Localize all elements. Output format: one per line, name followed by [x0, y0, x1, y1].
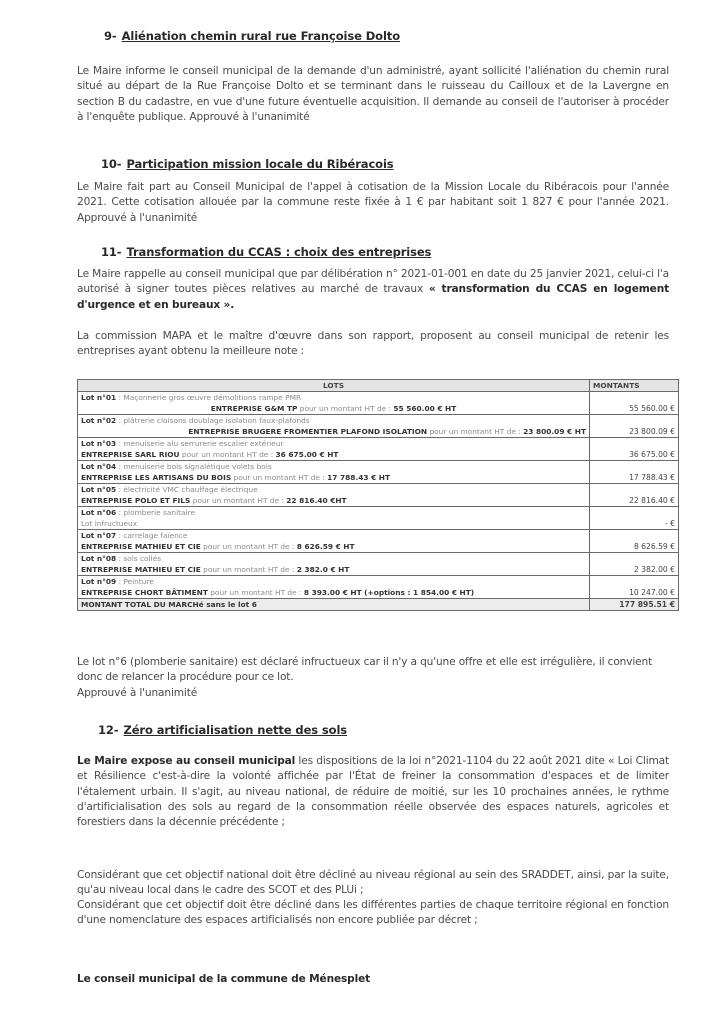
amount-label: pour un montant HT de :	[297, 404, 394, 413]
section-number: 9-	[104, 29, 117, 43]
lot-cell	[78, 484, 590, 507]
lot-number: Lot n°07	[81, 531, 117, 540]
section-10-heading	[101, 157, 394, 171]
lot-description: : carrelage faïence	[116, 531, 188, 540]
contractor-name: ENTREPRISE MATHIEU ET CIE	[81, 565, 201, 574]
section-10-paragraph: Le Maire fait part au Conseil Municipal de l'appel à cotisation de la Mission Locale du Ribéracois pour l'année 2021. Cette cotisation allouée par la commune reste fixée à 1 € par habitant soit 1 827 € pour l'année 2021. Approuvé à l'unanimité	[77, 181, 669, 224]
section-9-paragraph: Le Maire informe le conseil municipal de la demande d'un administré, ayant sollicité l'aliénation du chemin rural situé au départ de la Rue Françoise Dolto et se terminant dans le ruisseau du Cailloux et de la Lavergne en section B du cadastre, en vue d'une future éventuelle acquisition. Il demande au conseil de l'autoriser à procéder à l'enquête publique. Approuvé à l'unanimité	[77, 65, 669, 123]
amount-cell: 2 382.00 €	[590, 553, 679, 576]
section-12-paragraph-1	[77, 754, 669, 830]
section-number: 10-	[101, 157, 122, 171]
paragraph-text: Le lot n°6 (plomberie sanitaire) est déclaré infructueux car il n'y a qu'une offre et elle est irrégulière, il convient donc de relancer la procédure pour ce lot.	[77, 656, 653, 684]
lot-description: : plâtrerie cloisons doublage isolation faux-plafonds	[116, 416, 310, 425]
contractor-line	[81, 450, 338, 459]
contractor-name: ENTREPRISE BRUGERE FROMENTIER PLAFOND ISOLATION	[188, 427, 428, 436]
lot-description: : Peinture	[116, 577, 154, 586]
section-12-closing	[77, 972, 669, 987]
lots-table	[77, 379, 679, 611]
total-label-suffix: sans le lot 6	[203, 600, 257, 609]
lot-cell	[78, 415, 590, 438]
contractor-line	[81, 565, 349, 574]
lot-line	[81, 553, 586, 564]
lot-number: Lot n°02	[81, 416, 117, 425]
amount-cell: 10 247.00 €	[590, 576, 679, 599]
table-row	[78, 530, 679, 553]
lot-cell	[78, 553, 590, 576]
lot-cell	[78, 530, 590, 553]
amount-label: pour un montant HT de :	[179, 450, 276, 459]
project-title: « transformation du CCAS en logement d'urgence et en bureaux ».	[77, 283, 669, 311]
amount-value: 23 800.09 € HT	[523, 427, 586, 436]
amount-label: pour un montant HT de :	[200, 542, 297, 551]
paragraph-lead: Le Maire expose au conseil municipal	[77, 755, 296, 767]
contractor-name: ENTREPRISE CHORT BÂTIMENT	[81, 588, 208, 597]
amount-cell: 23 800.09 €	[590, 415, 679, 438]
amount-label: pour un montant HT de :	[207, 588, 304, 597]
paragraph-text: Le Maire rappelle au conseil municipal que par délibération n° 2021-01-001 en date du 25 janvier 2021, celui-ci l'a autorisé à signer toutes pièces relatives au marché de travaux	[77, 268, 669, 296]
contractor-line	[81, 588, 474, 597]
table-row	[78, 415, 679, 438]
lot-cell	[78, 438, 590, 461]
lot-line	[81, 392, 586, 403]
section-number: 12-	[98, 723, 119, 737]
lot-status: Lot infructueux	[81, 519, 138, 528]
table-row	[78, 438, 679, 461]
section-12-paragraph-3: Considérant que cet objectif doit être décliné dans les différentes parties de chaque territoire régional en fonction d'une nomenclature des espaces artificialisés non encore publiée par décret ;	[77, 899, 669, 927]
amount-cell: 8 626.59 €	[590, 530, 679, 553]
lot-line	[81, 484, 586, 495]
lot-description: : menuiserie alu serrurerie escalier extérieur	[116, 439, 284, 448]
lot-description: : plomberie sanitaire	[116, 508, 196, 517]
section-12-heading	[98, 723, 347, 737]
section-11-after-table	[77, 655, 669, 701]
total-label-cell	[78, 599, 590, 611]
total-row	[78, 599, 679, 611]
closing-text: Le conseil municipal de la commune de Ménesplet	[77, 973, 371, 985]
table-row	[78, 484, 679, 507]
table-row	[78, 553, 679, 576]
contractor-line	[81, 542, 355, 551]
amount-value: 36 675.00 € HT	[275, 450, 339, 459]
section-title: Participation mission locale du Ribéracois	[126, 157, 394, 171]
contractor-line	[81, 403, 586, 414]
table-row	[78, 461, 679, 484]
section-12-paragraph-2: Considérant que cet objectif national doit être décliné au niveau régional au sein des SRADDET, ainsi, par la suite, qu'au niveau local dans le cadre des SCOT et des PLUi ;	[77, 869, 669, 897]
section-11-heading	[101, 245, 431, 259]
lot-description: : électricité VMC chauffage électrique	[116, 485, 258, 494]
lot-description: : menuiserie bois signalétique volets bois	[116, 462, 272, 471]
lot-number: Lot n°03	[81, 439, 117, 448]
amount-cell: 36 675.00 €	[590, 438, 679, 461]
header-montants: MONTANTS	[590, 380, 679, 392]
lot-number: Lot n°09	[81, 577, 117, 586]
lot-cell	[78, 507, 590, 530]
total-label: MONTANT TOTAL DU MARCHé	[81, 600, 204, 609]
amount-label: pour un montant HT de :	[200, 565, 297, 574]
contractor-name: ENTREPRISE LES ARTISANS DU BOIS	[81, 473, 232, 482]
approval-text: Approuvé à l'unanimité	[77, 686, 198, 699]
lot-description: : Maçonnerie gros œuvre démolitions rampe PMR	[116, 393, 302, 402]
section-title: Zéro artificialisation nette des sols	[123, 723, 348, 737]
amount-value: 2 382.0 € HT	[296, 565, 350, 574]
contractor-line	[81, 426, 586, 437]
lot-cell	[78, 461, 590, 484]
section-title: Aliénation chemin rural rue Françoise Dolto	[121, 29, 400, 43]
contractor-line	[81, 473, 390, 482]
lot-description: : sols collés	[116, 554, 162, 563]
amount-label: pour un montant HT de :	[231, 473, 328, 482]
header-lots: LOTS	[78, 380, 590, 392]
table-row	[78, 507, 679, 530]
amount-label: pour un montant HT de :	[190, 496, 287, 505]
contractor-name: ENTREPRISE POLO ET FILS	[81, 496, 191, 505]
contractor-name: ENTREPRISE SARL RIOU	[81, 450, 180, 459]
amount-label: pour un montant HT de :	[427, 427, 524, 436]
lot-number: Lot n°08	[81, 554, 117, 563]
lot-line	[81, 576, 586, 587]
total-amount: 177 895.51 €	[590, 599, 679, 611]
lot-line	[81, 530, 586, 541]
amount-cell: - €	[590, 507, 679, 530]
section-9-heading	[104, 29, 400, 43]
section-11-paragraph-2: La commission MAPA et le maître d'œuvre dans son rapport, proposent au conseil municipal de retenir les entreprises ayant obtenu la meilleure note :	[77, 330, 669, 358]
lot-line	[81, 507, 586, 518]
table-header-row	[78, 380, 679, 392]
amount-value: 8 626.59 € HT	[296, 542, 355, 551]
contractor-name: ENTREPRISE G&M TP	[210, 404, 298, 413]
lot-line	[81, 438, 586, 449]
table-row	[78, 392, 679, 415]
lot-number: Lot n°06	[81, 508, 117, 517]
lot-number: Lot n°01	[81, 393, 117, 402]
lot-number: Lot n°05	[81, 485, 117, 494]
paragraph-text: les dispositions de la loi n°2021-1104 du 22 août 2021 dite « Loi Climat et Résilience c'est-à-dire la volonté affichée par l'État de freiner la consommation d'espaces et de limiter l'étalement urbain. Il s'agit, au niveau national, de réduire de moitié, sur les 10 prochaines années, le rythme d'artificialisation des sols au regard de la consommation réelle observée des espaces naturels, agricoles et forestiers dans la décennie précédente ;	[77, 755, 669, 829]
amount-value: 17 788.43 € HT	[327, 473, 391, 482]
lot-line	[81, 461, 586, 472]
section-number: 11-	[101, 245, 122, 259]
section-11-paragraph	[77, 267, 669, 313]
amount-value: 22 816.40 €HT	[286, 496, 347, 505]
lot-line	[81, 415, 586, 426]
section-title: Transformation du CCAS : choix des entreprises	[126, 245, 432, 259]
table-row	[78, 576, 679, 599]
amount-value: 8 393.00 € HT (+options : 1 854.00 € HT)	[303, 588, 475, 597]
lot-number: Lot n°04	[81, 462, 117, 471]
amount-cell: 22 816.40 €	[590, 484, 679, 507]
amount-value: 55 560.00 € HT	[393, 404, 457, 413]
lot-cell	[78, 392, 590, 415]
amount-cell: 55 560.00 €	[590, 392, 679, 415]
lot-cell	[78, 576, 590, 599]
contractor-name: ENTREPRISE MATHIEU ET CIE	[81, 542, 201, 551]
amount-cell: 17 788.43 €	[590, 461, 679, 484]
contractor-line	[81, 496, 347, 505]
